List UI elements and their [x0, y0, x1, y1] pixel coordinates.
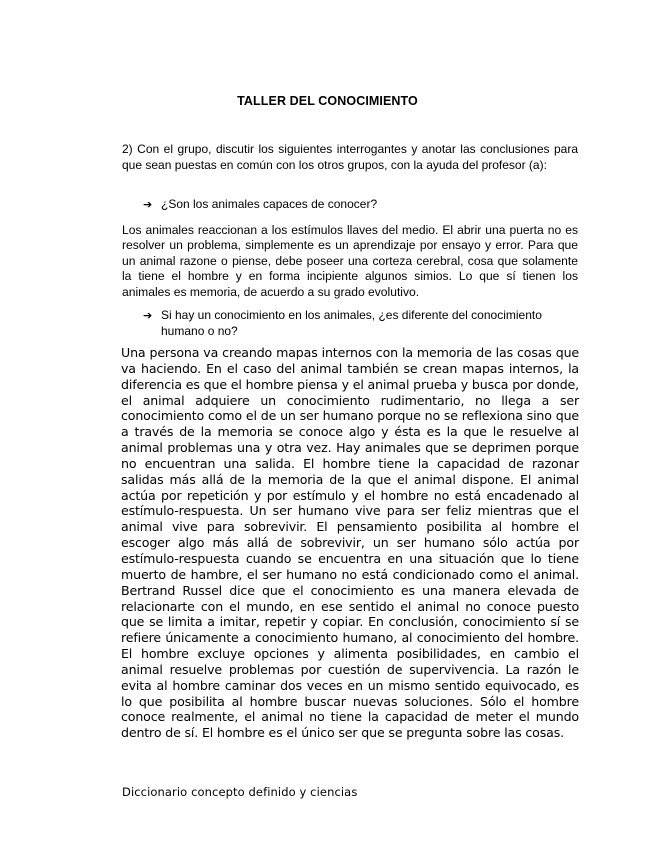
arrow-right-icon: ➔ — [143, 198, 153, 211]
answer-1-paragraph: Los animales reaccionan a los estímulos llaves del medio. El abrir una puerta no es resolver un problema, simplemente es un aprendizaje por ensayo y error. Para que un animal razone o piense, debe poseer una corteza cerebral, cosa que solamente la tiene el hombre y en forma incipiente algunos simios. Lo que sí tienen los animales es memoria, de acuerdo a su grado evolutivo. — [122, 223, 578, 299]
arrow-right-icon: ➔ — [143, 309, 153, 322]
answer-2-paragraph: Una persona va creando mapas internos con la memoria de las cosas que va haciendo. En el caso del animal también se crean mapas internos, la diferencia es que el hombre piensa y el animal prueba y busca por donde, el animal adquiere un conocimiento rudimentario, no llega a ser conocimiento como el de un ser humano porque no se reflexiona sino que a través de la memoria se conoce algo y ésta es la que le resuelve al animal problemas una y otra vez. Hay animales que se deprimen porque no encuentran una salida. El hombre tiene la capacidad de razonar salidas más allá de la memoria de la que el animal dispone. El animal actúa por repetición y por estímulo y el hombre no está encadenado al estímulo-respuesta. Un ser humano vive para ser feliz mientras que el animal vive para sobrevivir. El pensamiento posibilita al hombre el escoger algo más allá de sobrevivir, un ser humano sólo actúa por estímulo-respuesta cuando se encuentra en una situación que lo tiene muerto de hambre, el ser humano no está condicionado como el animal. Bertrand Russel dice que el conocimiento es una manera elevada de relacionarte con el mundo, en ese sentido el animal no conoce puesto que se limita a imitar, repetir y copiar. En conclusión, conocimiento sí se refiere únicamente a conocimiento humano, al conocimiento del hombre. El hombre excluye opciones y alimenta posibilidades, en cambio el animal resuelve problemas por cuestión de supervivencia. La razón le evita al hombre caminar dos veces en un mismo sentido equivocado, es lo que posibilita al hombre buscar nuevas soluciones. Sólo el hombre conoce realmente, el animal no tiene la capacidad de meter el mundo dentro de sí. El hombre es el único ser que se pregunta sobre las cosas. — [121, 345, 579, 741]
intro-paragraph: 2) Con el grupo, discutir los siguientes interrogantes y anotar las conclusiones para que sean puestas en común con los otros grupos, con la ayuda del profesor (a): — [122, 142, 578, 172]
question-1 — [143, 197, 583, 213]
question-2-text: Si hay un conocimiento en los animales, ¿es diferente del conocimiento humano o no? — [161, 308, 542, 338]
page-title: TALLER DEL CONOCIMIENTO — [237, 94, 418, 108]
question-1-text: ¿Son los animales capaces de conocer? — [161, 197, 378, 211]
footer-source: Diccionario concepto definido y ciencias — [122, 785, 358, 799]
question-2 — [143, 308, 579, 339]
